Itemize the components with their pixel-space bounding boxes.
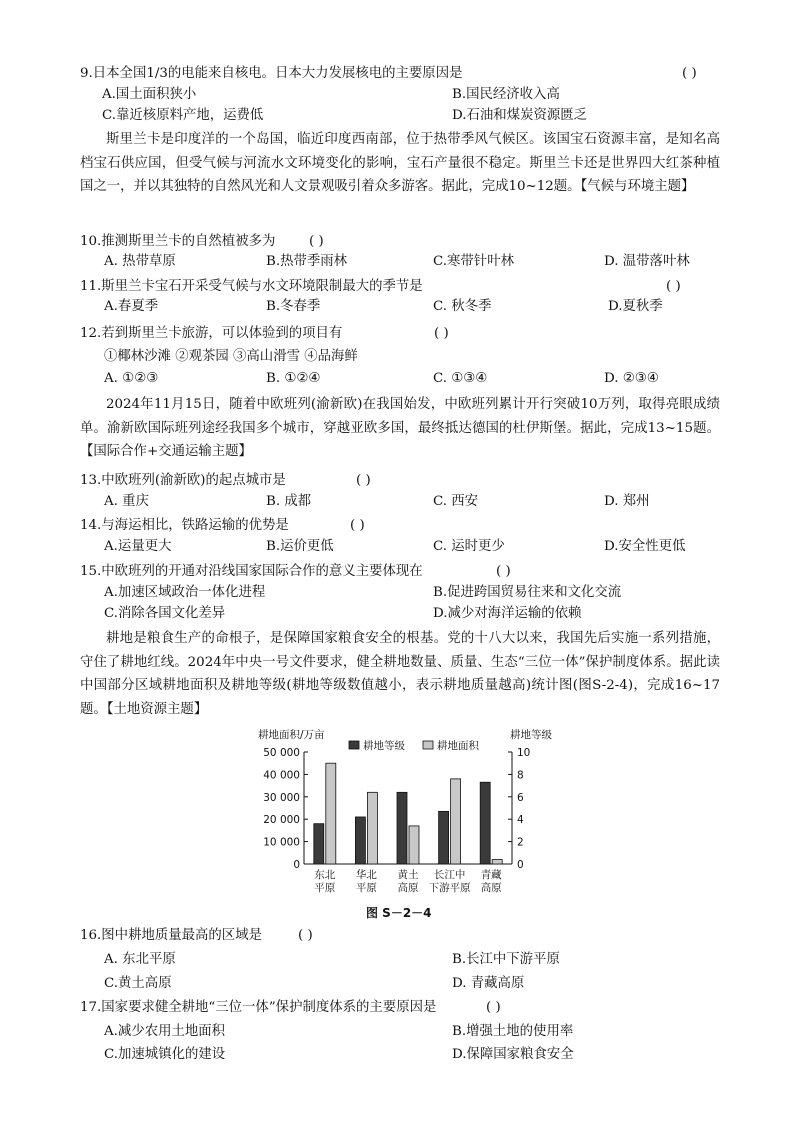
legend-label-1: 耕地面积	[437, 740, 479, 752]
q15-option-c[interactable]: C.消除各国文化差异	[104, 606, 226, 621]
right-tick-label: 0	[517, 859, 524, 871]
left-tick-label: 30 000	[263, 791, 300, 804]
bar-area-4	[492, 860, 502, 864]
legend-swatch-1	[423, 741, 433, 749]
bar-area-3	[451, 779, 461, 864]
q14-option-b[interactable]: B.运价更低	[266, 539, 334, 554]
category-label: 平原	[355, 882, 377, 894]
q11-answer-blank[interactable]: ( )	[666, 279, 681, 294]
category-label: 黄土	[397, 869, 419, 881]
passage-china-europe-railway: 2024年11月15日，随着中欧班列(渝新欧)在我国始发，中欧班列累计开行突破10万列，取得亮眼成绩单。渝新欧国际班列途经我国多个城市，穿越亚欧多国，最终抵达德国的杜伊斯堡。据此，完成13~15题。【国际合作+交通运输主题】	[80, 397, 720, 459]
q9-answer-blank[interactable]: ( )	[682, 66, 697, 81]
category-label: 高原	[480, 882, 502, 894]
q9-option-c[interactable]: C.靠近核原料产地，运费低	[102, 108, 264, 123]
category-label: 下游平原	[428, 882, 471, 894]
q14-option-a[interactable]: A.运量更大	[104, 539, 172, 554]
farmland-chart	[254, 726, 554, 902]
q16-answer-blank[interactable]: ( )	[298, 928, 313, 943]
left-tick-label: 50 000	[263, 747, 300, 759]
q16-option-d[interactable]: D. 青藏高原	[452, 976, 525, 991]
q10-option-c[interactable]: C.寒带针叶林	[433, 254, 514, 269]
bar-grade-0	[314, 824, 324, 864]
category-label: 长江中	[433, 869, 466, 881]
q13-option-a[interactable]: A. 重庆	[104, 494, 149, 509]
q9-option-a[interactable]: A.国土面积狭小	[102, 87, 197, 102]
figure-caption: 图 S－2－4	[366, 906, 432, 920]
q9-option-b[interactable]: B.国民经济收入高	[452, 87, 560, 102]
bar-area-1	[367, 792, 377, 864]
right-tick-label: 10	[517, 747, 531, 759]
q13-answer-blank[interactable]: ( )	[356, 473, 371, 488]
q10-option-d[interactable]: D. 温带落叶林	[604, 254, 690, 269]
category-label: 高原	[397, 882, 419, 894]
q11-option-d[interactable]: D.夏秋季	[608, 299, 663, 314]
q11-option-b[interactable]: B.冬春季	[266, 299, 321, 314]
q16-option-a[interactable]: A. 东北平原	[104, 952, 176, 967]
legend-swatch-0	[349, 741, 359, 749]
q13-option-c[interactable]: C. 西安	[433, 494, 479, 509]
right-tick-label: 2	[517, 836, 524, 849]
q9-stem: 9.日本全国1/3的电能来自核电。日本大力发展核电的主要原因是	[80, 66, 463, 81]
bar-area-2	[409, 826, 419, 864]
q10-answer-blank[interactable]: ( )	[309, 234, 324, 249]
passage-sri-lanka: 斯里兰卡是印度洋的一个岛国，临近印度西南部，位于热带季风气候区。该国宝石资源丰富，是知名高档宝石供应国，但受气候与河流水文环境变化的影响，宝石产量很不稳定。斯里兰卡还是世界四大红茶种植国之一，并以其独特的自然风光和人文景观吸引着众多游客。据此，完成10~12题。【气候与环境主题】	[80, 132, 720, 194]
q15-stem: 15.中欧班列的开通对沿线国家国际合作的意义主要体现在	[80, 564, 423, 579]
left-tick-label: 20 000	[263, 814, 300, 827]
q15-answer-blank[interactable]: ( )	[496, 564, 511, 579]
q12-option-a[interactable]: A. ①②③	[104, 371, 159, 386]
bar-grade-2	[397, 792, 407, 864]
q14-stem: 14.与海运相比，铁路运输的优势是	[80, 518, 289, 533]
q11-option-a[interactable]: A.春夏季	[104, 299, 159, 314]
q17-option-d[interactable]: D.保障国家粮食安全	[452, 1047, 574, 1062]
q9-option-d[interactable]: D.石油和煤炭资源匮乏	[452, 108, 588, 123]
bar-grade-1	[355, 817, 365, 864]
category-label: 青藏	[480, 869, 502, 881]
q12-option-b[interactable]: B. ①②④	[266, 371, 321, 386]
q17-option-b[interactable]: B.增强土地的使用率	[452, 1024, 574, 1039]
q11-option-c[interactable]: C. 秋冬季	[433, 299, 492, 314]
right-tick-label: 4	[517, 814, 524, 827]
q13-option-d[interactable]: D. 郑州	[604, 494, 650, 509]
q17-stem: 17.国家要求健全耕地“三位一体”保护制度体系的主要原因是	[80, 1000, 437, 1015]
left-tick-label: 40 000	[263, 769, 300, 782]
q14-answer-blank[interactable]: ( )	[350, 518, 365, 533]
q13-option-b[interactable]: B. 成都	[266, 494, 312, 509]
bar-grade-4	[480, 782, 490, 864]
q12-answer-blank[interactable]: ( )	[434, 326, 449, 341]
category-label: 东北	[314, 869, 336, 881]
q14-option-c[interactable]: C. 运时更少	[433, 539, 505, 554]
left-axis-label: 耕地面积/万亩	[258, 729, 325, 741]
category-label: 平原	[314, 882, 336, 894]
right-tick-label: 8	[517, 769, 524, 782]
q10-option-b[interactable]: B.热带季雨林	[266, 254, 348, 269]
q17-answer-blank[interactable]: ( )	[486, 1000, 501, 1015]
passage-farmland: 耕地是粮食生产的命根子，是保障国家粮食安全的根基。党的十八大以来，我国先后实施一系列措施，守住了耕地红线。2024年中央一号文件要求，健全耕地数量、质量、生态“三位一体”保护制度体系。据此读中国部分区域耕地面积及耕地等级(耕地等级数值越小，表示耕地质量越高)统计图(图S-2-4)，完成16~17题。【土地资源主题】	[80, 631, 720, 717]
q16-option-c[interactable]: C.黄土高原	[104, 976, 172, 991]
q10-option-a[interactable]: A. 热带草原	[104, 254, 176, 269]
q14-option-d[interactable]: D.安全性更低	[604, 539, 686, 554]
left-tick-label: 10 000	[263, 836, 300, 849]
q17-option-c[interactable]: C.加速城镇化的建设	[104, 1047, 226, 1062]
legend-label-0: 耕地等级	[363, 740, 405, 752]
q10-stem: 10.推测斯里兰卡的自然植被多为	[80, 234, 276, 249]
q13-stem: 13.中欧班列(渝新欧)的起点城市是	[80, 473, 286, 488]
q12-option-d[interactable]: D. ②③④	[604, 371, 659, 386]
bar-grade-3	[439, 811, 449, 864]
q12-stem: 12.若到斯里兰卡旅游，可以体验到的项目有	[80, 326, 343, 341]
q12-items: ①椰林沙滩 ②观茶园 ③高山滑雪 ④品海鲜	[104, 349, 358, 364]
q15-option-d[interactable]: D.减少对海洋运输的依赖	[433, 606, 582, 621]
q16-option-b[interactable]: B.长江中下游平原	[452, 952, 560, 967]
q16-stem: 16.图中耕地质量最高的区域是	[80, 928, 262, 943]
q15-option-b[interactable]: B.促进跨国贸易往来和文化交流	[433, 585, 622, 600]
right-axis-label: 耕地等级	[510, 729, 552, 741]
bar-area-0	[326, 763, 336, 864]
category-label: 华北	[355, 869, 377, 881]
right-tick-label: 6	[517, 791, 524, 804]
left-tick-label: 0	[293, 859, 300, 871]
q15-option-a[interactable]: A.加速区域政治一体化进程	[104, 585, 266, 600]
q11-stem: 11.斯里兰卡宝石开采受气候与水文环境限制最大的季节是	[80, 279, 423, 294]
q12-option-c[interactable]: C. ①③④	[433, 371, 488, 386]
q17-option-a[interactable]: A.减少农用土地面积	[104, 1024, 226, 1039]
